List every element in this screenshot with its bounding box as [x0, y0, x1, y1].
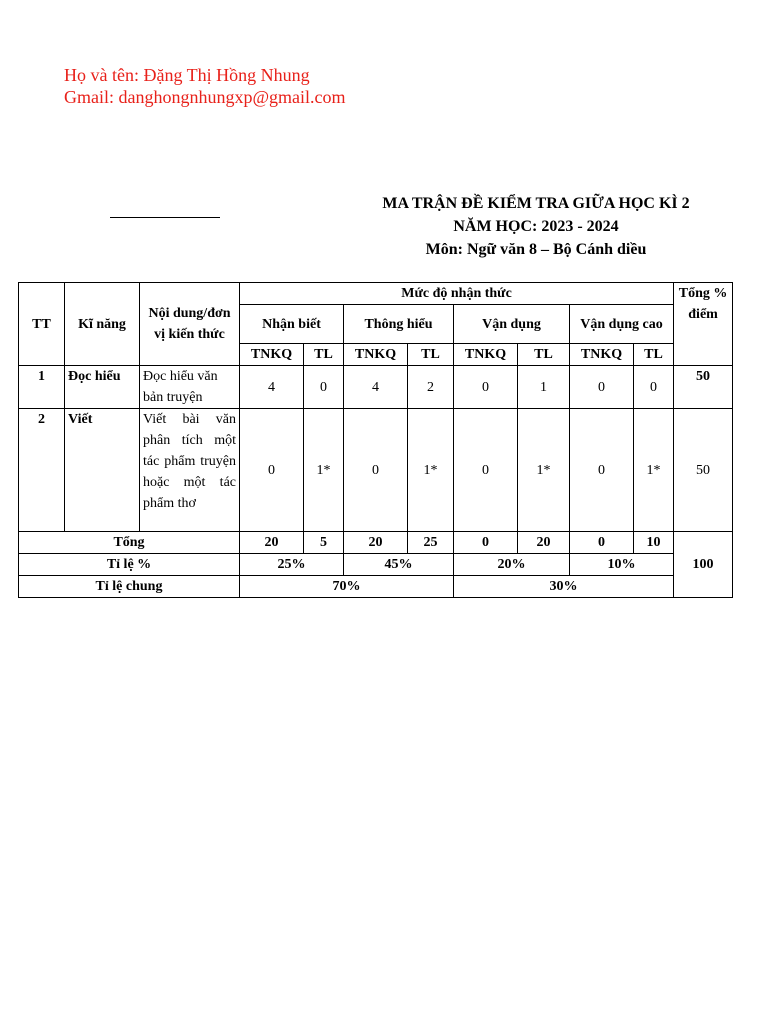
header-tt: TT: [19, 283, 65, 366]
row-tt: 2: [19, 409, 65, 532]
author-email: Gmail: danghongnhungxp@gmail.com: [64, 87, 346, 107]
table-row: [19, 409, 733, 532]
general-ratio-label: Tỉ lệ chung: [19, 576, 240, 598]
row-value: 0: [454, 366, 518, 409]
sum-value: 10: [634, 532, 674, 554]
row-skill: Đọc hiểu: [65, 366, 140, 409]
row-value: 0: [344, 409, 408, 532]
general-ratio-row: [19, 576, 733, 598]
sub-header: TL: [634, 344, 674, 366]
grand-total: 100: [674, 532, 733, 598]
sum-value: 20: [240, 532, 304, 554]
header-content: Nội dung/đơn vị kiến thức: [140, 283, 240, 366]
ratio-value: 25%: [240, 554, 344, 576]
row-total: 50: [674, 366, 733, 409]
row-value: 2: [408, 366, 454, 409]
sum-value: 0: [570, 532, 634, 554]
ratio-value: 20%: [454, 554, 570, 576]
row-value: 1*: [408, 409, 454, 532]
assessment-matrix-table: [18, 282, 733, 598]
sub-header: TNKQ: [240, 344, 304, 366]
subject-line: Môn: Ngữ văn 8 – Bộ Cánh diều: [425, 241, 647, 258]
header-row-1: [19, 283, 733, 305]
row-skill: Viết: [65, 409, 140, 532]
sum-value: 5: [304, 532, 344, 554]
header-skill: Kĩ năng: [65, 283, 140, 366]
sum-value: 0: [454, 532, 518, 554]
level-application: Vận dụng: [454, 305, 570, 344]
header-total-percent: Tổng % điểm: [674, 283, 733, 366]
level-high-application: Vận dụng cao: [570, 305, 674, 344]
row-value: 0: [570, 409, 634, 532]
row-value: 1*: [634, 409, 674, 532]
row-tt: 1: [19, 366, 65, 409]
header-cognitive-level: Mức độ nhận thức: [240, 283, 674, 305]
row-content: Đọc hiểu văn bản truyện: [140, 366, 240, 409]
sum-value: 20: [344, 532, 408, 554]
table-row: [19, 366, 733, 409]
row-content: Viết bài văn phân tích một tác phẩm truyện hoặc một tác phẩm thơ: [140, 409, 240, 532]
row-value: 0: [634, 366, 674, 409]
author-info: [64, 64, 346, 108]
row-value: 4: [240, 366, 304, 409]
sub-header: TNKQ: [454, 344, 518, 366]
general-ratio-value: 70%: [240, 576, 454, 598]
sub-header: TNKQ: [344, 344, 408, 366]
document-heading: [340, 192, 732, 261]
row-value: 0: [304, 366, 344, 409]
row-value: 1: [518, 366, 570, 409]
ratio-value: 45%: [344, 554, 454, 576]
sum-value: 20: [518, 532, 570, 554]
row-value: 1*: [518, 409, 570, 532]
sub-header: TL: [304, 344, 344, 366]
level-comprehension: Thông hiểu: [344, 305, 454, 344]
general-ratio-value: 30%: [454, 576, 674, 598]
sum-label: Tổng: [19, 532, 240, 554]
row-value: 4: [344, 366, 408, 409]
row-total: 50: [674, 409, 733, 532]
row-value: 0: [454, 409, 518, 532]
ratio-row: [19, 554, 733, 576]
row-value: 0: [570, 366, 634, 409]
sum-value: 25: [408, 532, 454, 554]
school-year: NĂM HỌC: 2023 - 2024: [453, 218, 619, 235]
author-name: Họ và tên: Đặng Thị Hồng Nhung: [64, 65, 310, 85]
sub-header: TNKQ: [570, 344, 634, 366]
level-recognition: Nhận biết: [240, 305, 344, 344]
sub-header: TL: [408, 344, 454, 366]
row-value: 1*: [304, 409, 344, 532]
ratio-label: Tỉ lệ %: [19, 554, 240, 576]
sub-header: TL: [518, 344, 570, 366]
signature-line: [110, 217, 220, 218]
ratio-value: 10%: [570, 554, 674, 576]
sum-row: [19, 532, 733, 554]
document-title: MA TRẬN ĐỀ KIỂM TRA GIỮA HỌC KÌ 2: [382, 195, 690, 212]
row-value: 0: [240, 409, 304, 532]
